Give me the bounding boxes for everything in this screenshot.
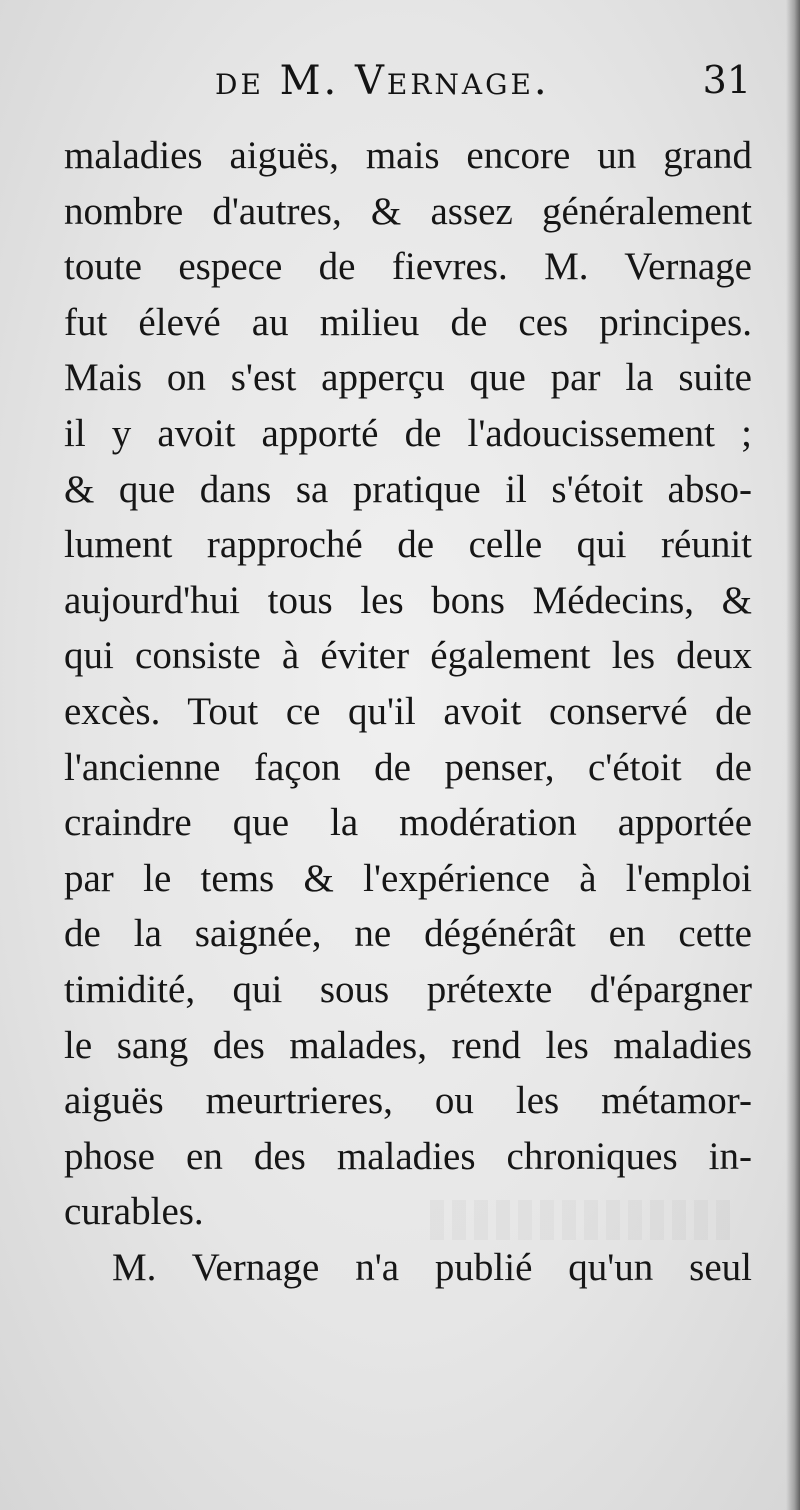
text-line: maladies aiguës, mais encore un grand xyxy=(64,134,752,177)
text-line: aujourd'hui tous les bons Médecins, & xyxy=(64,578,752,622)
text-line: timidité, qui sous prétexte d'épargner xyxy=(64,967,752,1011)
text-line: phose en des maladies chroniques in- xyxy=(64,1134,752,1178)
text-line: curables. xyxy=(64,1190,204,1234)
text-line: lument rapproché de celle qui réunit xyxy=(64,523,752,567)
text-line: le sang des malades, rend les maladies xyxy=(64,1023,752,1067)
page-header xyxy=(60,58,755,118)
text-line: craindre que la modération apportée xyxy=(64,801,752,845)
text-line: il y avoit apporté de l'adoucissement ; xyxy=(64,411,752,455)
running-head: de M. Vernage. xyxy=(215,58,550,104)
text-line: excès. Tout ce qu'il avoit conservé de xyxy=(64,689,752,733)
text-line: fut élevé au milieu de ces principes. xyxy=(64,300,752,344)
body-text xyxy=(64,128,752,1295)
text-line: l'ancienne façon de penser, c'étoit de xyxy=(64,745,752,789)
text-line: aiguës meurtrieres, ou les métamor- xyxy=(64,1079,752,1123)
paragraph-start-line: M. Vernage n'a publié qu'un seul xyxy=(112,1245,752,1289)
text-line: qui consiste à éviter également les deux xyxy=(64,634,752,678)
page-edge-shadow xyxy=(786,0,800,1510)
text-line: toute espece de fievres. M. Vernage xyxy=(64,245,752,289)
page-number: 31 xyxy=(702,58,751,102)
text-line: Mais on s'est apperçu que par la suite xyxy=(64,356,752,400)
text-line: de la saignée, ne dégénérât en cette xyxy=(64,912,752,956)
text-line: par le tems & l'expérience à l'emploi xyxy=(64,856,752,900)
text-line: & que dans sa pratique il s'étoit abso- xyxy=(64,467,752,511)
text-line: nombre d'autres, & assez généralement xyxy=(64,189,752,233)
